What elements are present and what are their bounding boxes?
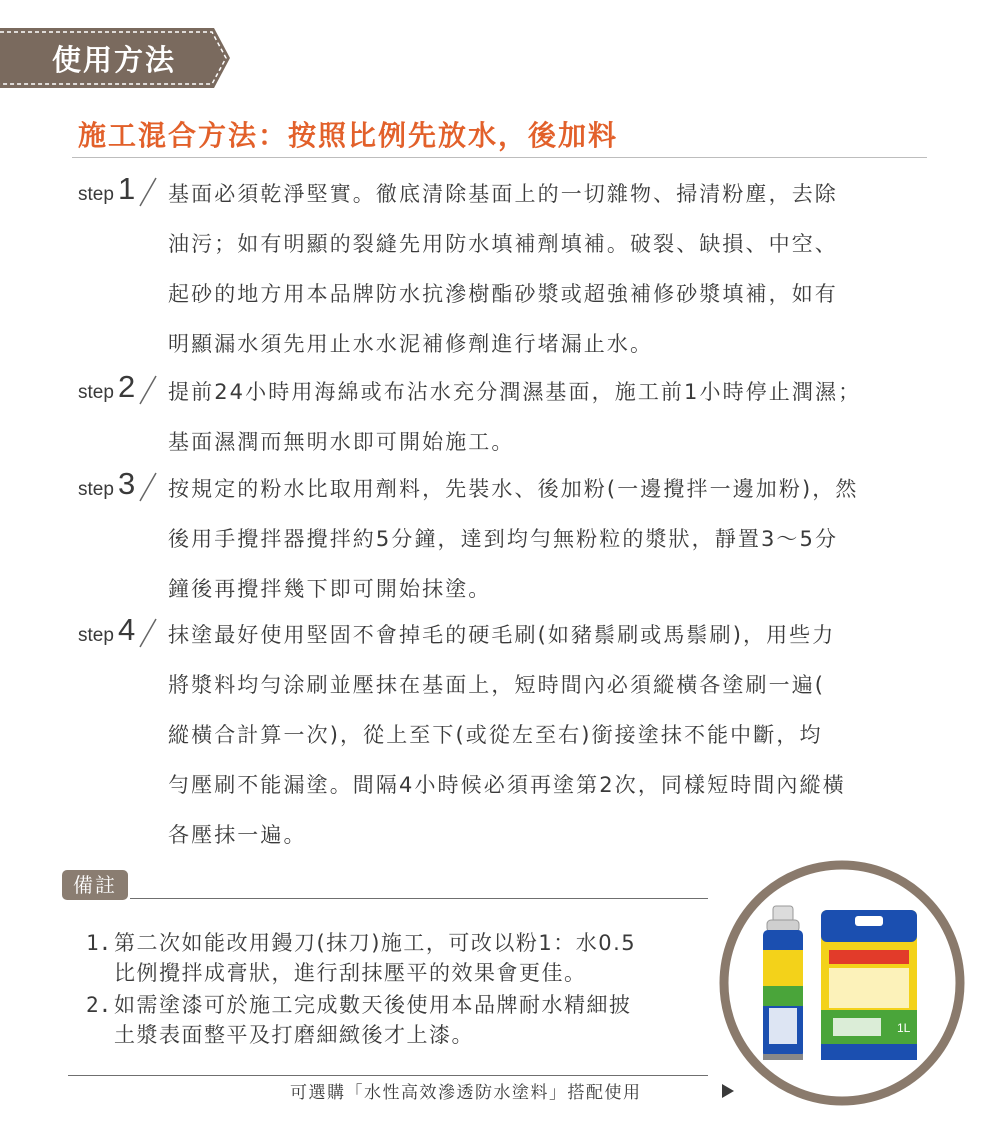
step-number: 4	[118, 612, 136, 647]
step-text	[168, 370, 861, 470]
step-text	[168, 172, 838, 372]
slash-icon	[136, 174, 158, 210]
step-line: 鐘後再攪拌幾下即可開始抹塗。	[168, 577, 492, 601]
step-word: step	[78, 625, 114, 646]
section-title: 施工混合方法：按照比例先放水，後加料	[78, 119, 619, 152]
step-number: 2	[118, 369, 136, 404]
step-line: 縱橫合計算一次)，從上至下(或從左至右)銜接塗抹不能中斷，均	[168, 723, 823, 747]
notes-divider	[130, 898, 708, 899]
can-volume-label: 1L	[897, 1021, 911, 1035]
notes-tag: 備註	[62, 870, 128, 900]
spray-can-icon	[763, 906, 803, 1060]
note-number: 2.	[86, 993, 112, 1017]
step-line: 油污；如有明顯的裂縫先用防水填補劑填補。破裂、缺損、中空、	[168, 232, 838, 256]
step-line: 後用手攪拌器攪拌約5分鐘，達到均勻無粉粒的漿狀，靜置3～5分	[168, 527, 839, 551]
step-line: 基面濕潤而無明水即可開始施工。	[168, 430, 515, 454]
step-number: 1	[118, 171, 136, 206]
step-line: 將漿料均勻涂刷並壓抹在基面上，短時間內必須縱橫各塗刷一遍(	[168, 673, 826, 697]
step-line: 各壓抹一遍。	[168, 823, 307, 847]
step-line: 按規定的粉水比取用劑料，先裝水、後加粉(一邊攪拌一邊加粉)，然	[168, 477, 859, 501]
step-word: step	[78, 479, 114, 500]
note-line: 如需塗漆可於施工完成數天後使用本品牌耐水精細披	[114, 993, 632, 1017]
note-number: 1.	[86, 931, 112, 955]
step-line: 明顯漏水須先用止水水泥補修劑進行堵漏止水。	[168, 332, 654, 356]
note-line: 第二次如能改用鏝刀(抹刀)施工，可改以粉1：水0.5	[114, 931, 637, 955]
step-line: 勻壓刷不能漏塗。間隔4小時候必須再塗第2次，同樣短時間內縱橫	[168, 773, 846, 797]
step-line: 提前24小時用海綿或布沾水充分潤濕基面，施工前1小時停止潤濕；	[168, 380, 862, 404]
step-number: 3	[118, 466, 136, 501]
step-line: 起砂的地方用本品牌防水抗滲樹酯砂漿或超強補修砂漿填補，如有	[168, 282, 838, 306]
step-label	[78, 172, 170, 216]
step-word: step	[78, 382, 114, 403]
step-line: 基面必須乾淨堅實。徹底清除基面上的一切雜物、掃清粉塵，去除	[168, 182, 838, 206]
slash-icon	[136, 615, 158, 651]
step-text	[168, 467, 858, 617]
step-label	[78, 613, 170, 657]
step-line: 抹塗最好使用堅固不會掉毛的硬毛刷(如豬鬃刷或馬鬃刷)，用些力	[168, 623, 836, 647]
slash-icon	[136, 372, 158, 408]
product-illustration	[717, 858, 967, 1108]
header-banner	[0, 22, 232, 94]
step-text	[168, 613, 846, 863]
paint-can-icon	[821, 910, 917, 1060]
header-title: 使用方法	[52, 43, 177, 77]
notes-bottom-divider	[68, 1075, 708, 1076]
step-label	[78, 370, 170, 414]
title-divider	[72, 157, 927, 158]
slash-icon	[136, 469, 158, 505]
product-image	[717, 858, 967, 1108]
step-label	[78, 467, 170, 511]
note-line: 比例攪拌成膏狀，進行刮抹壓平的效果會更佳。	[114, 961, 587, 985]
note-line: 土漿表面整平及打磨細緻後才上漆。	[114, 1023, 474, 1047]
footer-link[interactable]: 可選購「水性高效滲透防水塗料」搭配使用	[290, 1083, 642, 1103]
step-word: step	[78, 184, 114, 205]
